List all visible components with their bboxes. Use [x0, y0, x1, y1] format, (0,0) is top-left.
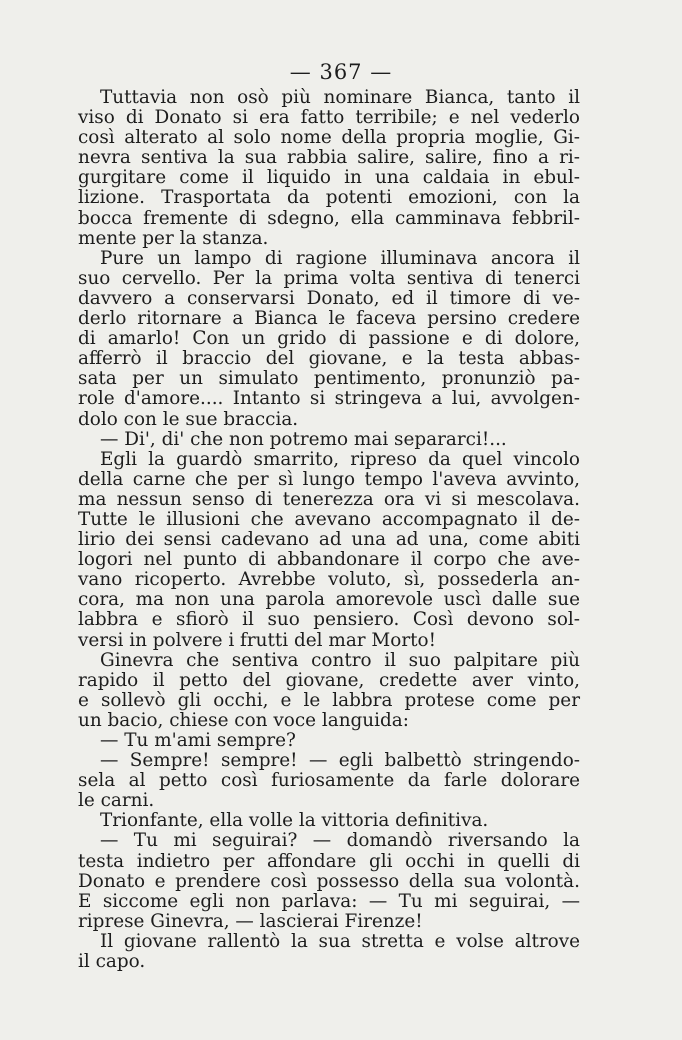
text-line: versi in polvere i frutti del mar Morto!: [78, 629, 436, 651]
text-line: Tuttavia non osò più nominare Bianca, tanto il: [100, 87, 580, 108]
text-line: e sollevò gli occhi, e le labbra protese come per: [78, 689, 580, 711]
text-line: role d'amore.... Intanto si stringeva a lui, avvolgen-: [78, 388, 580, 410]
text-line: bocca fremente di sdegno, ella camminava febbril-: [78, 207, 580, 229]
text-line: così alterato al solo nome della propria moglie, Gi-: [78, 127, 580, 149]
text-line: Donato e prendere così possesso della sua volontà.: [78, 870, 580, 892]
text-line: le carni.: [78, 790, 155, 812]
text-line: Tutte le illusioni che avevano accompagnato il de-: [78, 508, 580, 530]
text-line: vano ricoperto. Avrebbe voluto, sì, possederla an-: [78, 569, 580, 591]
text-line: mente per la stanza.: [78, 227, 269, 249]
text-line: testa indietro per affondare gli occhi in quelli di: [78, 850, 580, 872]
text-line: il capo.: [78, 951, 146, 973]
text-line: nevra sentiva la sua rabbia salire, salire, fino a ri-: [78, 147, 580, 169]
text-line: ma nessun senso di tenerezza ora vi si mescolava.: [78, 488, 580, 510]
text-line: — Tu mi seguirai? — domandò riversando la: [100, 830, 580, 852]
text-line: sata per un simulato pentimento, pronunziò pa-: [78, 368, 580, 390]
page-number: — 367 —: [289, 60, 393, 84]
text-line: — Di', di' che non potremo mai separarci!...: [100, 428, 507, 450]
text-line: rapido il petto del giovane, credette aver vinto,: [78, 669, 580, 691]
text-line: di amarlo! Con un grido di passione e di dolore,: [78, 328, 580, 350]
text-line: Egli la guardò smarrito, ripreso da quel vincolo: [100, 448, 580, 470]
text-line: derlo ritornare a Bianca le faceva persino credere: [78, 308, 580, 330]
text-line: cora, ma non una parola amorevole uscì dalle sue: [78, 589, 580, 611]
text-line: Trionfante, ella volle la vittoria definitiva.: [100, 810, 489, 832]
text-line: E siccome egli non parlava: — Tu mi seguirai, —: [78, 890, 580, 912]
text-line: sela al petto così furiosamente da farle dolorare: [78, 770, 580, 792]
text-line: labbra e sfiorò il suo pensiero. Così devono sol-: [78, 609, 580, 631]
text-line: viso di Donato si era fatto terribile; e nel vederlo: [78, 107, 580, 129]
text-line: suo cervello. Per la prima volta sentiva di tenerci: [78, 267, 580, 289]
text-line: gurgitare come il liquido in una caldaia in ebul-: [78, 167, 580, 189]
text-line: dolo con le sue braccia.: [78, 408, 299, 430]
text-line: Pure un lampo di ragione illuminava ancora il: [100, 247, 580, 269]
text-line: davvero a conservarsi Donato, ed il timore di ve-: [78, 287, 580, 309]
text-line: Ginevra che sentiva contro il suo palpitare più: [100, 649, 580, 671]
text-line: riprese Ginevra, — lascierai Firenze!: [78, 910, 423, 932]
text-line: un bacio, chiese con voce languida:: [78, 709, 409, 731]
text-line: afferrò il braccio del giovane, e la testa abbas-: [78, 348, 580, 370]
text-line: — Tu m'ami sempre?: [100, 730, 296, 751]
text-line: della carne che per sì lungo tempo l'aveva avvinto,: [78, 468, 580, 490]
body-text: [78, 88, 580, 972]
text-line: lirio dei sensi cadevano ad una ad una, come abiti: [78, 529, 580, 551]
text-line: — Sempre! sempre! — egli balbettò stringendo-: [100, 750, 580, 772]
text-line: lizione. Trasportata da potenti emozioni, con la: [78, 187, 580, 209]
text-line: Il giovane rallentò la sua stretta e volse altrove: [100, 930, 580, 952]
text-line: logori nel punto di abbandonare il corpo che ave-: [78, 549, 580, 571]
